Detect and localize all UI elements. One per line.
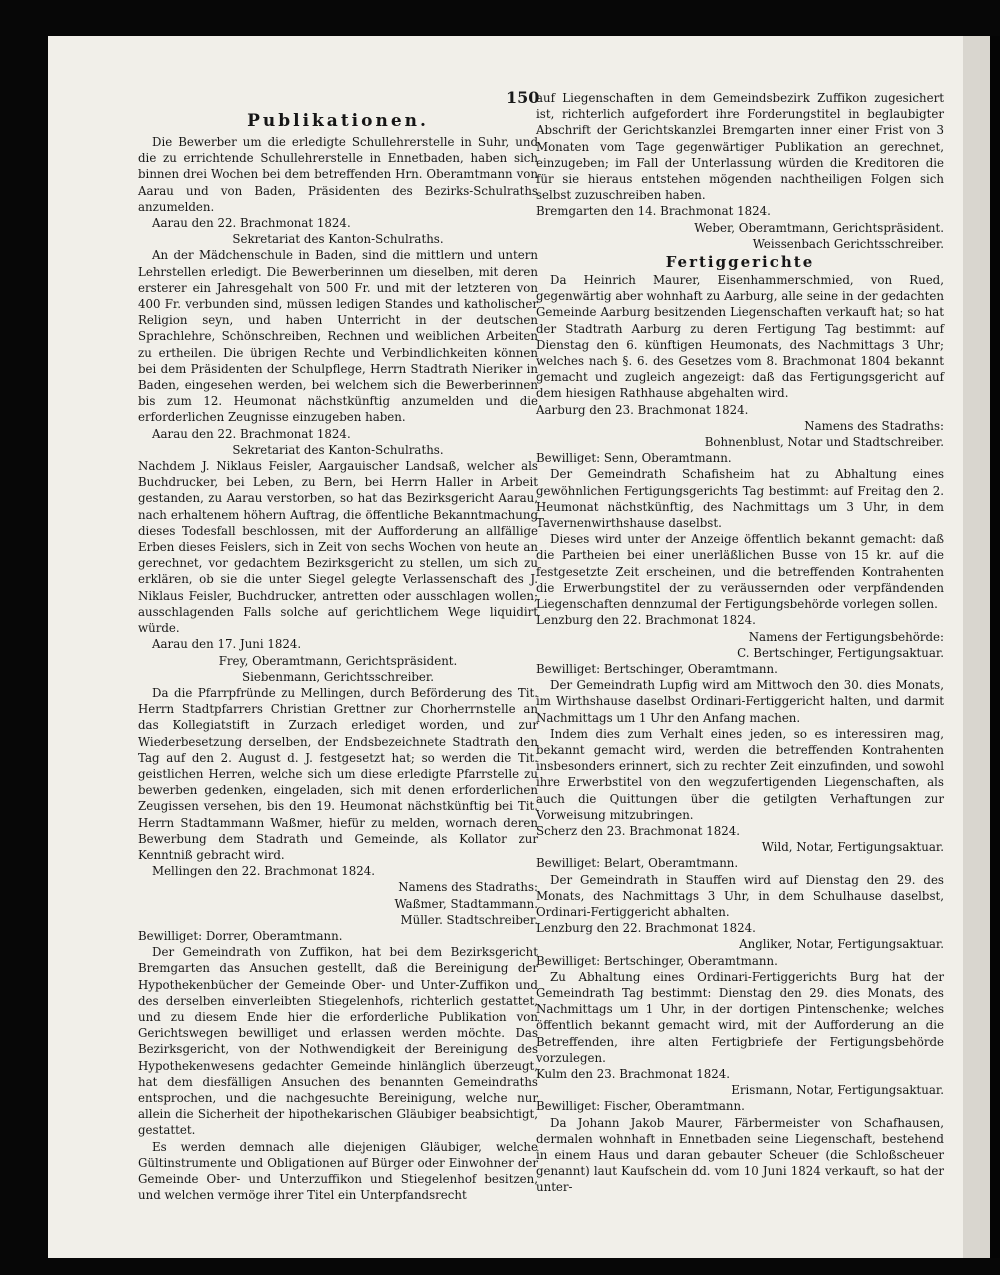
notice-date: Aarburg den 23. Brachmonat 1824. — [536, 402, 749, 417]
notice-signature: C. Bertschinger, Fertigungsaktuar. — [737, 645, 944, 660]
notice-date: Aarau den 22. Brachmonat 1824. — [152, 426, 351, 441]
scan-border — [990, 36, 1000, 1258]
right-column — [536, 90, 944, 1196]
notice-paragraph: auf Liegenschaften in dem Gemeindsbezirk Zuffikon zugesichert ist, richterlich aufgefordert ihre Forderungstitel in beglaubigter Abschrift der Gerichtskanzlei Bremgarten inner einer Frist von 3 Monaten vom Tage gegenwärtiger Publikation an gerechnet, einzugeben; im Fall der Unterlassung würden die Kreditoren die für sie hieraus entstehen mögenden nachtheiligen Folgen sich selbst zuzuschreiben haben. — [536, 91, 944, 203]
page-number: 150 — [506, 88, 540, 107]
section-heading: Fertiggerichte — [665, 253, 815, 272]
notice-signature: Wild, Notar, Fertigungsaktuar. — [761, 840, 944, 855]
notice-signature: Frey, Oberamtmann, Gerichtspräsident. — [218, 653, 458, 668]
notice-paragraph: Der Gemeindrath von Zuffikon, hat bei dem Bezirksgericht Bremgarten das Ansuchen gestellt, daß die Bereinigung der Hypothekenbücher der Gemeinde Ober- und Unter-Zuffikon und des derselben einverleibten Stiegelenhofs, richterlich gestattet, und zu diesem Ende hier die erforderliche Publikation von Gerichtswegen bewilliget und erlassen werden möchte. Das Bezirksgericht, von der Nothwendigkeit der Bereinigung des Hypothekenwesens gedachter Gemeinde hinlänglich überzeugt, hat dem diesfälligen Ansuchen des benannten Gemeindraths entsprochen, und die nachgesuchte Bereinigung, welche nur allein die Sicherheit der hipothekarischen Gläubiger beabsichtigt, gestattet. — [138, 945, 538, 1138]
notice-paragraph: Da Heinrich Maurer, Eisenhammerschmied, von Rued, gegenwärtig aber wohnhaft zu Aarburg, alle seine in der gedachten Gemeinde Aarburg besitzenden Liegenschaften verkauft hat; so hat der Stadtrath Aarburg zu deren Fertigung Tag bestimmt: auf Dienstag den 6. künftigen Heumonats, des Nachmittags 3 Uhr; welches nach §. 6. des Gesetzes vom 8. Brachmonat 1804 bekannt gemacht und zugleich angezeigt: daß das Fertigungsgericht auf dem hiesigen Rathhause abgehalten wird. — [536, 273, 944, 401]
notice-signature: Müller. Stadtschreiber. — [400, 912, 538, 927]
notice-paragraph: Dieses wird unter der Anzeige öffentlich bekannt gemacht: daß die Partheien bei einer unerläßlichen Busse von 15 kr. auf die festgesetzte Zeit erscheinen, und die betreffenden Kontrahenten die Erwerbungstitel der zu veräussernden oder verpfändenden Liegenschaften dennzumal der Fertigungsbehörde vorlegen sollen. — [536, 532, 944, 612]
notice-signature: Angliker, Notar, Fertigungsaktuar. — [739, 937, 944, 952]
notice-signature: Waßmer, Stadtammann. — [394, 896, 538, 911]
notice-signature: Namens der Fertigungsbehörde: — [748, 629, 944, 644]
notice-paragraph: Da die Pfarrpfründe zu Mellingen, durch Beförderung des Tit. Herrn Stadtpfarrers Christian Grettner zur Chorherrnstelle an das Kollegiatstift in Zurzach erlediget worden, und zur Wiederbesetzung derselben, der Endsbezeichnete Stadtrath den Tag auf den 2. August d. J. festgesetzt hat; so werden die Tit. geistlichen Herren, welche sich um diese erledigte Pfarrstelle zu bewerben gedenken, eingeladen, sich mit denen erforderlichen Zeugissen versehen, bis den 19. Heumonat nächstkünftig bei Tit. Herrn Stadtammann Waßmer, hiefür zu melden, wornach deren Bewerbung dem Stadrath und Gemeinde, als Kollator zur Kenntniß gebracht wird. — [138, 685, 538, 862]
notice-signature: Weber, Oberamtmann, Gerichtspräsident. — [694, 220, 944, 235]
notice-paragraph: Es werden demnach alle diejenigen Gläubiger, welche Gültinstrumente und Obligationen auf Bürger oder Einwohner der Gemeinde Ober- und Unterzuffikon und Stiegelenhof besitzen, und welchen vermöge ihrer Titel ein Unterpfandsrecht — [138, 1139, 538, 1203]
notice-approval: Bewilliget: Bertschinger, Oberamtmann. — [536, 661, 778, 676]
notice-date: Bremgarten den 14. Brachmonat 1824. — [536, 204, 771, 219]
notice-paragraph: Nachdem J. Niklaus Feisler, Aargauischer Landsaß, welcher als Buchdrucker, bei Leben, zu Bern, bei Herrn Haller in Arbeit gestanden, zu Aarau verstorben, so hat das Bezirksgericht Aarau, nach erhaltenem höhern Auftrag, die öffentliche Bekanntmachung dieses Todesfall beschlossen, mit der Aufforderung an allfällige Erben dieses Feislers, sich in Zeit von sechs Wochen von heute an gerechnet, vor gedachtem Bezirksgericht zu stellen, um sich zu erklären, ob sie die unter Siegel gelegte Verlassenschaft des J. Niklaus Feisler, Buchdrucker, antretten oder ausschlagen wollen; ausschlagenden Falls solche auf gerichtlichem Wege liquidirt würde. — [138, 459, 538, 636]
notice-paragraph: Zu Abhaltung eines Ordinari-Fertiggerichts Burg hat der Gemeindrath Tag bestimmt: Dienstag den 29. dies Monats, des Nachmittags um 1 Uhr, in der dortigen Pintenschenke; welches öffentlich bekannt gemacht wird, mit der Aufforderung an die Betreffenden, ihre alten Fertigbriefe der Fertigungsbehörde vorzulegen. — [536, 969, 944, 1065]
notice-paragraph: Der Gemeindrath Schafisheim hat zu Abhaltung eines gewöhnlichen Fertigungsgerichts Tag bestimmt: auf Freitag den 2. Heumonat nächstkünftig, des Nachmittags um 3 Uhr, in dem Tavernenwirthshause daselbst. — [536, 467, 944, 531]
notice-paragraph: An der Mädchenschule in Baden, sind die mittlern und untern Lehrstellen erledigt. Die Bewerberinnen um dieselben, mit deren ersterer ein Jahresgehalt von 500 Fr. und mit der letzteren von 400 Fr. verbunden sind, müssen ledigen Standes und katholischer Religion seyn, und haben Unterricht in der deutschen Sprachlehre, Schönschreiben, Rechnen und weiblichen Arbeiten zu ertheilen. Die übrigen Rechte und Verbindlichkeiten können bei dem Präsidenten der Schulpflege, Herrn Stadtrath Nieriker in Baden, eingesehen werden, bei welchem sich die Bewerberinnen bis zum 12. Heumonat nächstkünftig anzumelden und die erforderlichen Zeugnisse einzugeben haben. — [138, 248, 538, 425]
notice-date: Scherz den 23. Brachmonat 1824. — [536, 823, 740, 838]
notice-paragraph: Da Johann Jakob Maurer, Färbermeister von Schafhausen, dermalen wohnhaft in Ennetbaden seine Liegenschaft, bestehend in einem Haus und daran gebauter Scheuer (die Schloßscheuer genannt) laut Kaufschein dd. vom 10 Juni 1824 verkauft, so hat der unter- — [536, 1115, 944, 1195]
notice-date: Aarau den 22. Brachmonat 1824. — [152, 216, 351, 231]
notice-date: Mellingen den 22. Brachmonat 1824. — [152, 864, 375, 879]
notice-approval: Bewilliget: Fischer, Oberamtmann. — [536, 1099, 745, 1114]
notice-signature: Namens des Stadraths: — [398, 880, 538, 895]
notice-signature: Weissenbach Gerichtsschreiber. — [752, 236, 944, 251]
notice-paragraph: Die Bewerber um die erledigte Schullehrerstelle in Suhr, und die zu errichtende Schullehrerstelle in Ennetbaden, haben sich binnen drei Wochen bei dem betreffenden Hrn. Oberamtmann von Aarau und von Baden, Präsidenten des Bezirks-Schulraths anzumelden. — [138, 135, 538, 214]
notice-paragraph: Der Gemeindrath Lupfig wird am Mittwoch den 30. dies Monats, im Wirthshause daselbst Ordinari-Fertiggericht halten, und darmit Nachmittags um 1 Uhr den Anfang machen. — [536, 678, 944, 725]
notice-signature: Sekretariat des Kanton-Schulraths. — [232, 232, 444, 247]
notice-signature: Sekretariat des Kanton-Schulraths. — [232, 442, 444, 457]
notice-approval: Bewilliget: Belart, Oberamtmann. — [536, 856, 739, 871]
notice-date: Lenzburg den 22. Brachmonat 1824. — [536, 921, 756, 936]
notice-paragraph: Der Gemeindrath in Stauffen wird auf Dienstag den 29. des Monats, des Nachmittags 3 Uhr, in dem Schulhause daselbst, Ordinari-Fertiggericht abhalten. — [536, 872, 944, 919]
notice-date: Aarau den 17. Juni 1824. — [152, 637, 302, 652]
notice-signature: Namens des Stadraths: — [804, 418, 944, 433]
notice-approval: Bewilliget: Bertschinger, Oberamtmann. — [536, 953, 778, 968]
notice-paragraph: Indem dies zum Verhalt eines jeden, so es interessiren mag, bekannt gemacht wird, werden die betreffenden Kontrahenten insbesonders erinnert, sich zu rechter Zeit einzufinden, und sowohl ihre Erwerbstitel von den wegzufertigenden Liegenschaften, als auch die Quittungen über die getilgten Verhaftungen zur Vorweisung mitzubringen. — [536, 726, 944, 822]
notice-date: Lenzburg den 22. Brachmonat 1824. — [536, 613, 756, 628]
notice-approval: Bewilliget: Senn, Oberamtmann. — [536, 451, 732, 466]
notice-date: Kulm den 23. Brachmonat 1824. — [536, 1066, 730, 1081]
left-column — [138, 110, 538, 1203]
notice-signature: Siebenmann, Gerichtsschreiber. — [242, 669, 434, 684]
notice-signature: Bohnenblust, Notar und Stadtschreiber. — [704, 435, 944, 450]
notice-approval: Bewilliget: Dorrer, Oberamtmann. — [138, 928, 343, 943]
notice-signature: Erismann, Notar, Fertigungsaktuar. — [731, 1083, 944, 1098]
section-heading: Publikationen. — [247, 111, 429, 131]
